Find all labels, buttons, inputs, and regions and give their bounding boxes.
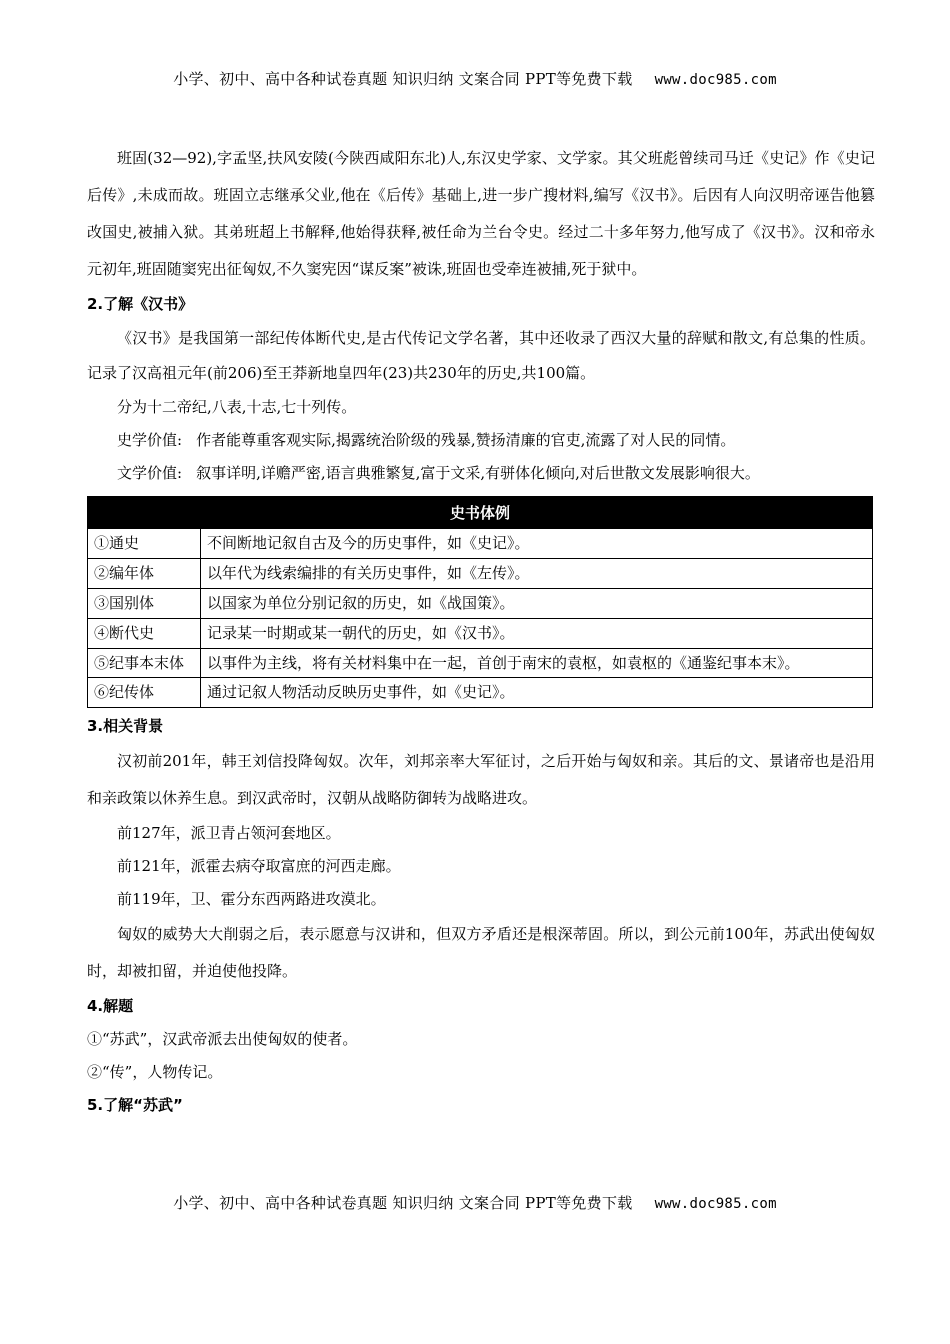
genre-desc: 以事件为主线，将有关材料集中在一起，首创于南宋的袁枢，如袁枢的《通鉴纪事本末》。 (201, 649, 873, 678)
footer-text: 小学、初中、高中各种试卷真题 知识归纳 文案合同 PPT等免费下载 (173, 1194, 633, 1212)
genre-name: ③国别体 (88, 589, 201, 619)
page-header (0, 68, 950, 89)
genre-desc: 以年代为线索编排的有关历史事件，如《左传》。 (201, 559, 873, 589)
background-event-3: 前119年，卫、霍分东西两路进攻漠北。 (117, 890, 386, 908)
table-row (88, 559, 873, 589)
hanshu-paragraph: 《汉书》是我国第一部纪传体断代史,是古代传记文学名著，其中还收录了西汉大量的辞赋和散文,有总集的性质。记录了汉高祖元年(前206)至王莽新地皇四年(23)共230年的历史,共100篇。 (87, 329, 875, 382)
background-event-2: 前121年，派霍去病夺取富庶的河西走廊。 (117, 857, 401, 875)
table-row (88, 678, 873, 708)
genre-desc: 不间断地记叙自古及今的历史事件，如《史记》。 (201, 529, 873, 559)
section-heading-suwu: 5.了解“苏武” (87, 1096, 183, 1114)
header-text: 小学、初中、高中各种试卷真题 知识归纳 文案合同 PPT等免费下载 (173, 70, 633, 88)
genre-name: ①通史 (88, 529, 201, 559)
title-item-2: ②“传”，人物传记。 (87, 1063, 223, 1081)
genre-name: ④断代史 (88, 619, 201, 649)
background-event-1: 前127年，派卫青占领河套地区。 (117, 824, 341, 842)
table-row (88, 529, 873, 559)
literary-value-text: 叙事详明,详赡严密,语言典雅繁复,富于文采,有骈体化倾向,对后世散文发展影响很大。 (196, 464, 760, 482)
document-body (87, 140, 875, 1122)
genre-desc: 通过记叙人物活动反映历史事件，如《史记》。 (201, 678, 873, 708)
table-row (88, 619, 873, 649)
history-genre-table (87, 496, 873, 708)
background-paragraph: 汉初前201年，韩王刘信投降匈奴。次年，刘邦亲率大军征讨，之后开始与匈奴和亲。其后的文、景诸帝也是沿用和亲政策以休养生息。到汉武帝时，汉朝从战略防御转为战略进攻。 (87, 752, 875, 807)
intro-paragraph: 班固(32—92),字孟坚,扶风安陵(今陕西咸阳东北)人,东汉史学家、文学家。其父班彪曾续司马迁《史记》作《史记后传》,未成而故。班固立志继承父业,他在《后传》基础上,进一步广搜材料,编写《汉书》。后因有人向汉明帝诬告他篡改国史,被捕入狱。其弟班超上书解释,他始得获释,被任命为兰台令史。经过二十多年努力,他写成了《汉书》。汉和帝永元初年,班固随窦宪出征匈奴,不久窦宪因“谋反案”被诛,班固也受牵连被捕,死于狱中。 (87, 149, 875, 278)
page-footer (0, 1192, 950, 1213)
hanshu-structure: 分为十二帝纪,八表,十志,七十列传。 (117, 398, 357, 416)
genre-name: ⑥纪传体 (88, 678, 201, 708)
header-site-link[interactable]: www.doc985.com (654, 72, 777, 88)
title-item-1: ①“苏武”，汉武帝派去出使匈奴的使者。 (87, 1030, 358, 1048)
table-row (88, 649, 873, 678)
section-heading-title: 4.解题 (87, 997, 134, 1015)
genre-name: ⑤纪事本末体 (88, 649, 201, 678)
literary-value-label: 文学价值: (117, 464, 183, 482)
history-value (87, 424, 875, 457)
literary-value (87, 457, 875, 490)
footer-site-link[interactable]: www.doc985.com (654, 1196, 777, 1212)
section-heading-background: 3.相关背景 (87, 717, 164, 735)
table-row (88, 589, 873, 619)
background-paragraph-2: 匈奴的威势大大削弱之后，表示愿意与汉讲和，但双方矛盾还是根深蒂固。所以，到公元前100年，苏武出使匈奴时，却被扣留，并迫使他投降。 (87, 925, 875, 980)
genre-name: ②编年体 (88, 559, 201, 589)
table-title: 史书体例 (88, 497, 873, 529)
history-value-label: 史学价值: (117, 431, 183, 449)
genre-desc: 记录某一时期或某一朝代的历史，如《汉书》。 (201, 619, 873, 649)
section-heading-hanshu: 2.了解《汉书》 (87, 295, 194, 313)
history-value-text: 作者能尊重客观实际,揭露统治阶级的残暴,赞扬清廉的官吏,流露了对人民的同情。 (196, 431, 736, 449)
genre-desc: 以国家为单位分别记叙的历史，如《战国策》。 (201, 589, 873, 619)
